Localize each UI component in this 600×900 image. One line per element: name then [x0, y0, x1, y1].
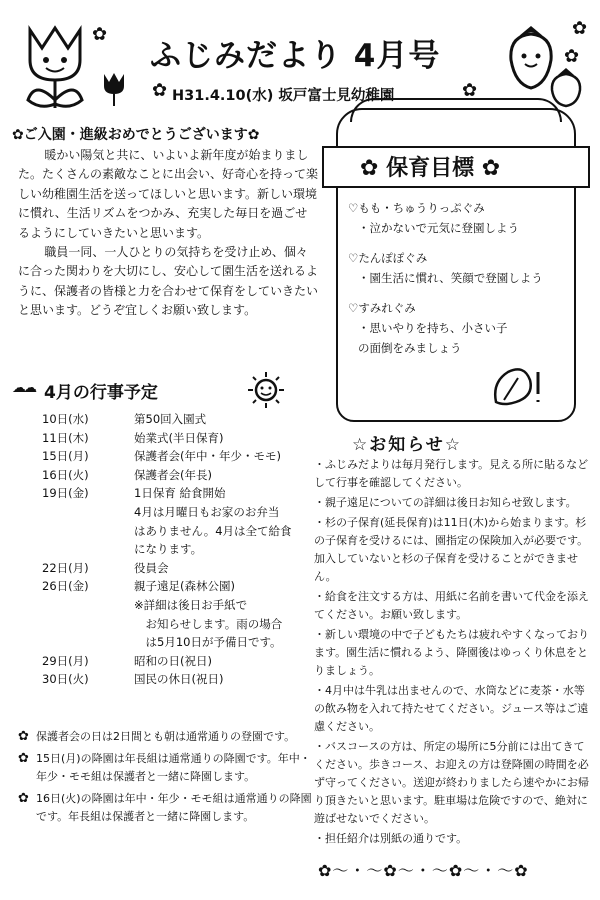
event-row — [42, 429, 327, 448]
event-row — [42, 670, 327, 689]
newsletter-title: ふじみだより 4月号 — [150, 38, 441, 74]
tulip-illustration — [20, 20, 90, 110]
event-name — [134, 559, 327, 578]
small-tulip-illustration — [100, 70, 128, 106]
greeting-paragraph: 暖かい陽気と共に、いよいよ新年度が始まりました。たくさんの素敵なことに出会い、好奇心を持って楽しい幼稚園生活を送ってほしいと思います。新しい環境に慣れ、生活リズムをつかみ、充実した毎日を過ごせるようにしていきたいと思います。 — [18, 148, 319, 240]
event-row — [42, 466, 327, 485]
greeting-heading: ✿ご入園・進級おめでとうございます✿ — [12, 127, 260, 143]
flower-icon: ✿ — [247, 127, 260, 143]
flower-icon: ✿ — [18, 729, 29, 744]
event-line: 昭和の日(祝日) — [134, 653, 212, 668]
note-item: ✿ 15日(月)の降園は年長組は通常通りの降園です。年中・年少・モモ組は保護者と一緒に降園します。 — [18, 751, 311, 783]
event-name — [134, 652, 327, 671]
event-date: 30日(火) — [42, 672, 89, 687]
flower-border-decoration: ✿〜・〜✿〜・〜✿〜・〜✿ — [318, 861, 529, 880]
event-date: 16日(火) — [42, 467, 89, 482]
flower-icon: ✿ — [462, 80, 478, 101]
event-line: 始業式(半日保育) — [134, 430, 224, 445]
event-date: 26日(金) — [42, 579, 89, 594]
event-line: お知らせします。雨の場合 — [134, 616, 283, 631]
flower-icon: ✿ — [572, 18, 588, 39]
date-and-school: H31.4.10(水) 坂戸富士見幼稚園 — [172, 88, 395, 104]
goals-heading: ✿ 保育目標 ✿ — [360, 156, 501, 181]
event-date: 22日(月) — [42, 560, 89, 575]
events-list — [42, 410, 327, 689]
event-row — [42, 447, 327, 466]
flower-icon: ✿ — [18, 751, 29, 766]
event-line: 親子遠足(森林公園) — [134, 579, 235, 594]
notice-item: ・給食を注文する方は、用紙に名前を書いて代金を添えてください。お願い致します。 — [314, 590, 589, 621]
event-name — [134, 670, 327, 689]
note-item: ✿ 保護者会の日は2日間とも朝は通常通りの登園です。 — [18, 729, 296, 744]
event-row — [42, 559, 327, 578]
notices-list — [314, 456, 592, 850]
flower-icon: ✿ — [92, 24, 108, 45]
events-notes — [18, 728, 318, 830]
flower-icon: ✿ — [12, 127, 24, 143]
cloud-icon: ☁☁ — [12, 380, 34, 396]
flower-icon: ✿ — [360, 156, 387, 181]
event-line: になります。 — [134, 542, 203, 557]
flower-icon: ✿ — [474, 156, 501, 181]
event-line: はありません。4月は全て給食 — [134, 523, 292, 538]
goal-text: ・泣かないで元気に登園しよう — [358, 221, 519, 235]
goal-text: ・園生活に慣れ、笑顔で登園しよう — [358, 271, 543, 285]
goal-class: ♡もも・ちゅうりっぷぐみ — [348, 201, 485, 215]
notice-item: ・担任紹介は別紙の通りです。 — [314, 832, 468, 845]
flower-icon: ✿ — [152, 80, 168, 101]
notice-item: ・ふじみだよりは毎月発行します。見える所に貼るなどして行事を確認してください。 — [314, 458, 589, 489]
notice-item: ・バスコースの方は、所定の場所に5分前には出てきてください。歩きコース、お迎えの方は登降園の時間を必ず守ってください。送迎が終わりましたら速やかにお帰り頂きたいと思います。駐車場は危険ですので、絶対に遊ばせないでください。 — [314, 740, 589, 825]
pen-illustration — [488, 362, 548, 410]
event-line: 保護者会(年中・年少・モモ) — [134, 449, 281, 464]
event-name — [134, 447, 327, 466]
event-line: ※詳細は後日お手紙で — [134, 597, 248, 612]
event-line: 保護者会(年長) — [134, 467, 212, 482]
event-line: 1日保育 給食開始 — [134, 486, 226, 501]
event-date: 15日(月) — [42, 449, 89, 464]
goal-class: ♡すみれぐみ — [348, 301, 416, 315]
goal-class: ♡たんぽぽぐみ — [348, 251, 428, 265]
flower-icon: ✿ — [18, 791, 29, 806]
event-line: は5月10日が予備日です。 — [134, 635, 282, 650]
goal-text: ・思いやりを持ち、小さい子の面倒をみましょう — [358, 321, 508, 355]
event-date: 29日(月) — [42, 653, 89, 668]
notice-item: ・親子遠足についての詳細は後日お知らせ致します。 — [314, 496, 577, 509]
sun-illustration — [246, 370, 286, 410]
event-line: 第50回入園式 — [134, 412, 207, 426]
note-item: ✿ 16日(火)の降園は年中・年少・モモ組は通常通りの降園です。年長組は保護者と一緒に降園します。 — [18, 791, 312, 823]
event-row — [42, 577, 327, 651]
event-date: 19日(金) — [42, 486, 89, 501]
event-date: 11日(木) — [42, 430, 89, 445]
small-strawberry-illustration — [548, 66, 584, 108]
event-name — [134, 410, 327, 429]
event-row — [42, 484, 327, 558]
greeting-body — [18, 146, 318, 321]
event-line: 4月は月曜日もお家のお弁当 — [134, 504, 280, 519]
notice-item: ・新しい環境の中で子どもたちは疲れやすくなっております。園生活に慣れるよう、降園後はゆっくり休息をとりましょう。 — [314, 628, 589, 677]
greeting-paragraph: 職員一同、一人ひとりの気持ちを受け止め、個々に合った関わりを大切にし、安心して園生活を送れるように、保護者の皆様と力を合わせて保育をしていきたいと思います。どうぞ宜しくお願い致します。 — [18, 245, 319, 318]
notice-item: ・4月中は牛乳は出ませんので、水筒などに麦茶・水等の飲み物を入れて持たせてください。ジュース等はご遠慮ください。 — [314, 684, 589, 733]
goals-list — [348, 198, 568, 358]
notices-heading: ☆お知らせ☆ — [352, 435, 462, 455]
event-row — [42, 652, 327, 671]
events-heading: 4月の行事予定 — [44, 383, 158, 403]
event-line: 役員会 — [134, 560, 169, 575]
event-name — [134, 429, 327, 448]
event-name — [134, 577, 327, 651]
event-name — [134, 484, 327, 558]
notice-item: ・杉の子保育(延長保育)は11日(木)から始まります。杉の子保育を受けるには、園指定の保険加入が必要です。加入していないと杉の子保育を受けることができません。 — [314, 516, 589, 583]
event-line: 国民の休日(祝日) — [134, 672, 224, 687]
event-name — [134, 466, 327, 485]
event-row — [42, 410, 327, 429]
event-date: 10日(水) — [42, 412, 89, 426]
flower-icon: ✿ — [564, 46, 580, 67]
